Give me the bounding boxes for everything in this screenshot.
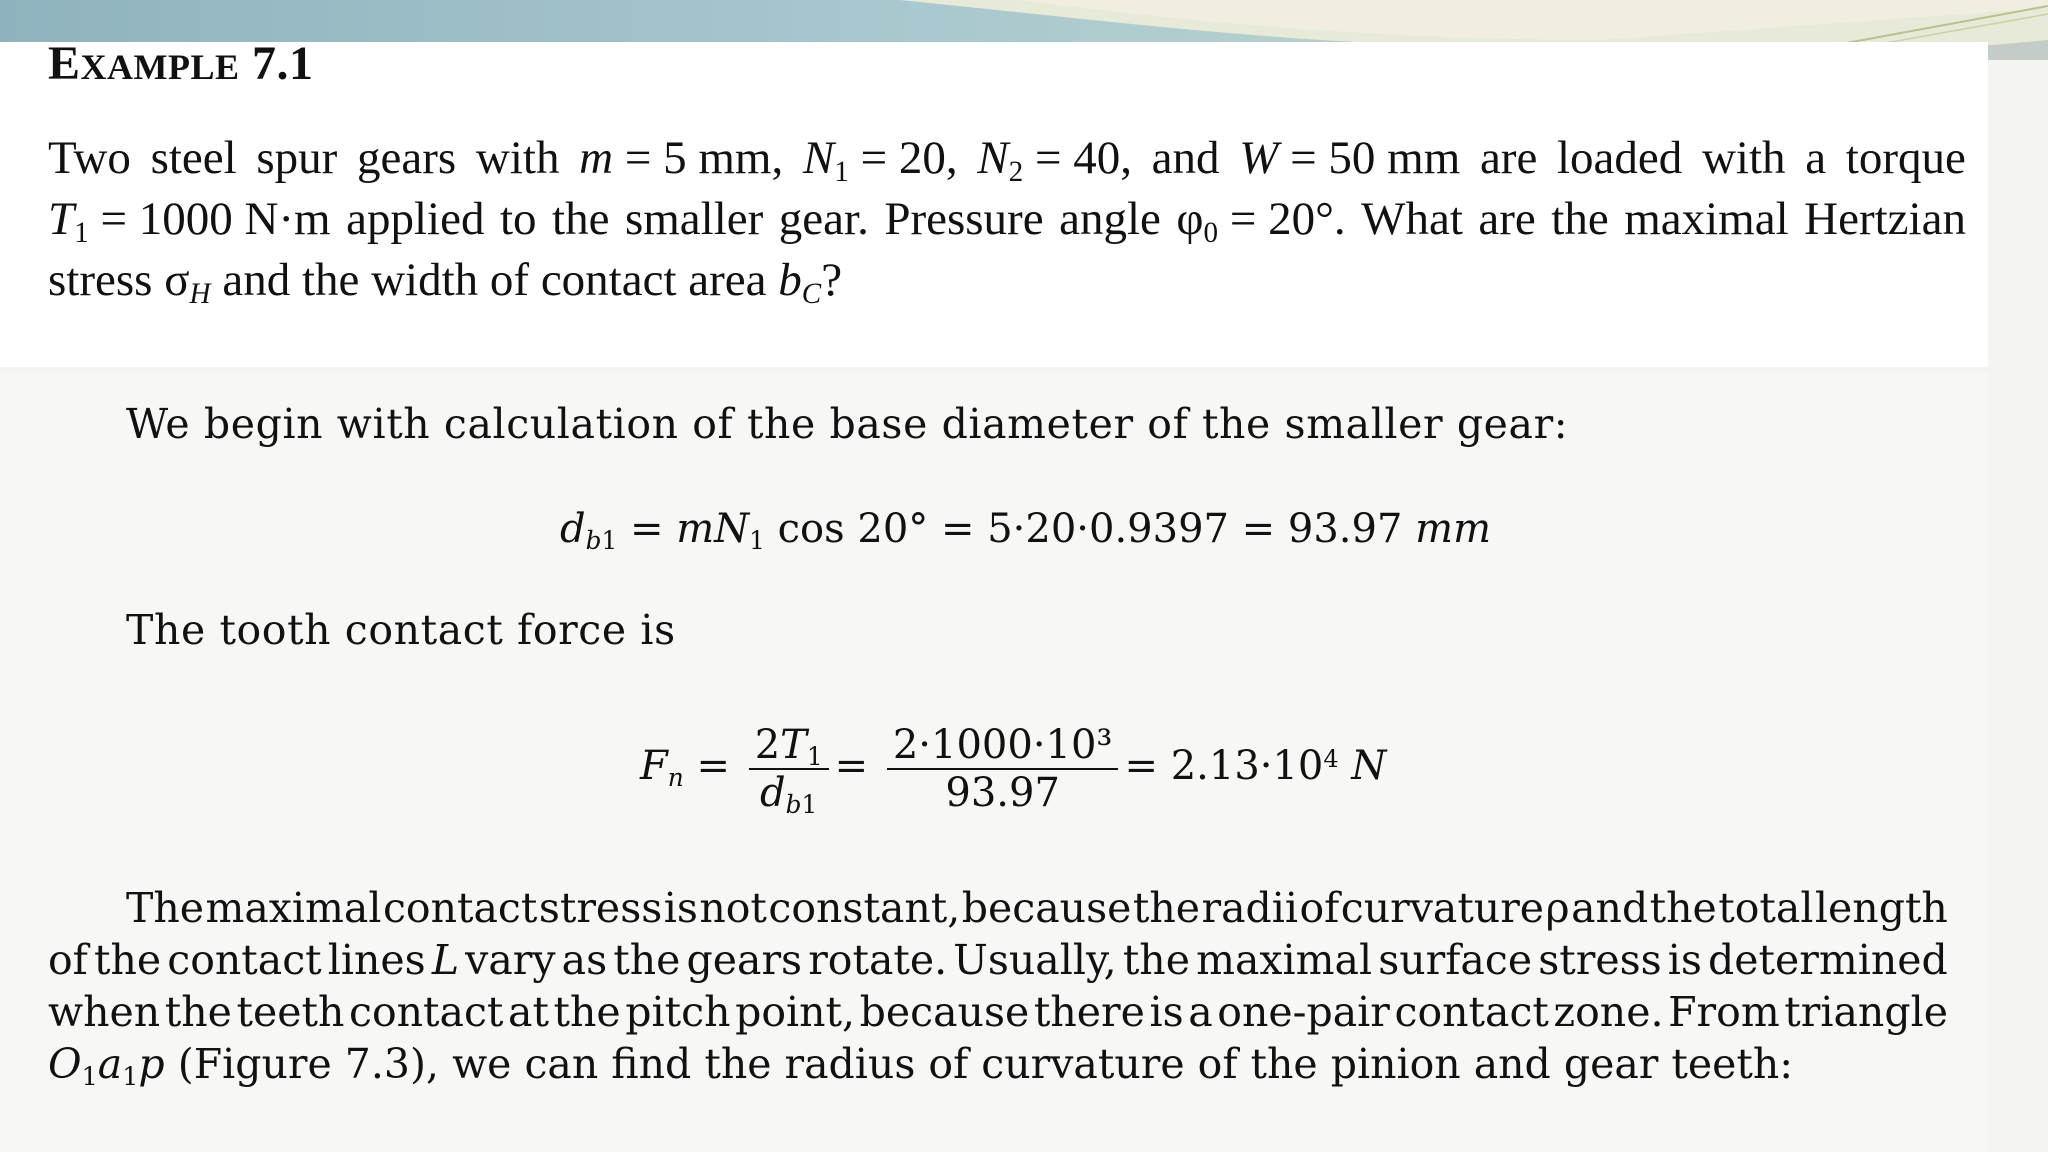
phi0-value: $\varphi_0 = 20^\circ$. [1176, 193, 1346, 250]
para-line-2: of the contact lines L vary as the gears rotate. Usually, the maximal surface stress is determined [48, 936, 1948, 984]
contact-force-formula: $F_n$ = $\frac{2T_1}{d_{b1}}$ = $\frac{\text{2·1000·10³}}{93.97}$ = $2.13\cdot 10^4$ N [640, 722, 1387, 819]
para-line-1: The maximal contact stress is not constant, because the radii of curvature ρ and the total length [126, 884, 1948, 932]
w-value: W = 50 mm [1239, 132, 1461, 184]
n2-value: $N_2 = 40$, [977, 132, 1132, 189]
example-number: 7.1 [252, 37, 314, 90]
base-diameter-formula: $d_{b1} = mN_1$ cos 20° = 5·20·0.9397 = 93.97 mm [560, 506, 1491, 555]
n1-value: $N_1 = 20$, [802, 132, 958, 189]
m-value: m = 5 mm, [579, 132, 784, 184]
fraction-numeric: $\frac{\text{2·1000·10³}}{93.97}$ [887, 722, 1119, 816]
problem-line-1: Two steel spur gears with m = 5 mm, $N_1 = 20$, $N_2 = 40$, and W = 50 mm are loaded with a torque [48, 128, 1966, 189]
example-word: EXAMPLE [48, 37, 240, 90]
force-intro: The tooth contact force is [126, 606, 676, 654]
problem-statement [48, 128, 1966, 311]
para-line-3: when the teeth contact at the pitch point, because there is a one-pair contact zone. From triangle [48, 988, 1948, 1036]
t1-value: $T_1 = 1000$ N·m [48, 193, 331, 250]
para-line-4: $O_1a_1p$ (Figure 7.3), we can find the radius of curvature of the pinion and gear teeth: [48, 1040, 1794, 1092]
example-title [48, 36, 314, 91]
problem-line-3: stress $\sigma_H$ and the width of contact area $b_C$? [48, 254, 843, 311]
fraction-2t1-over-db1: $\frac{2T_1}{d_{b1}}$ [749, 722, 829, 816]
solution-intro: We begin with calculation of the base diameter of the smaller gear: [126, 400, 1569, 448]
contact-stress-paragraph [48, 882, 1948, 1090]
problem-line-2: $T_1 = 1000$ N·m applied to the smaller gear. Pressure angle $\varphi_0 = 20^\circ$. What are the maximal Hertzian [48, 189, 1966, 250]
